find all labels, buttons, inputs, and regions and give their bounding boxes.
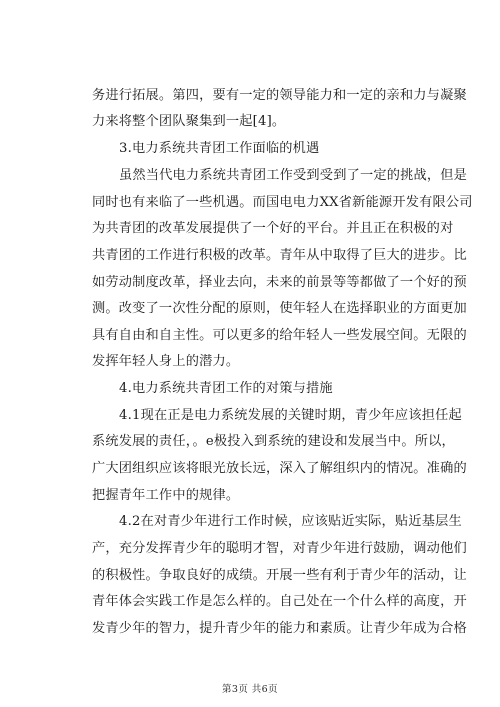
text-line: 4.1现在正是电力系统发展的关键时期，青少年应该担任起 — [119, 408, 462, 423]
text-line: 如劳动制度改革，择业去向，未来的前景等等都做了一个好的预 — [92, 275, 467, 290]
section-heading: 3.电力系统共青团工作面临的机遇 — [119, 141, 320, 156]
section-heading: 4.电力系统共青团工作的对策与措施 — [119, 381, 333, 396]
text-line: 青年体会实践工作是怎么样的。自己处在一个什么样的高度，开 — [92, 594, 467, 609]
page-footer: 第3页 共6页 — [222, 684, 278, 695]
text-line: 务进行拓展。第四，要有一定的领导能力和一定的亲和力与凝聚 — [92, 88, 467, 103]
text-line: 测。改变了一次性分配的原则，使年轻人在选择职业的方面更加 — [92, 301, 467, 316]
text-line: 产，充分发挥青少年的聪明才智，对青少年进行鼓励，调动他们 — [92, 541, 467, 556]
text-line: 把握青年工作中的规律。 — [92, 488, 240, 503]
text-line: 发青少年的智力，提升青少年的能力和素质。让青少年成为合格 — [92, 621, 467, 636]
text-line: 发挥年轻人身上的潜力。 — [92, 354, 240, 369]
text-line: 力来将整个团队聚集到一起[4]。 — [92, 114, 286, 129]
text-line: 为共青团的改革发展提供了一个好的平台。并且正在积极的对 — [92, 221, 454, 236]
text-line: 系统发展的责任，。e极投入到系统的建设和发展当中。所以， — [92, 434, 455, 449]
text-line: 广大团组织应该将眼光放长远，深入了解组织内的情况。准确的 — [92, 461, 467, 476]
text-line: 具有自由和自主性。可以更多的给年轻人一些发展空间。无限的 — [92, 328, 467, 343]
text-line: 同时也有来临了一些机遇。而国电电力XX省新能源开发有限公司 — [92, 195, 473, 210]
text-line: 的积极性。争取良好的成绩。开展一些有利于青少年的活动，让 — [92, 568, 467, 583]
text-line: 虽然当代电力系统共青团工作受到受到了一定的挑战，但是 — [119, 168, 468, 183]
text-line: 共青团的工作进行积极的改革。青年从中取得了巨大的进步。比 — [92, 248, 467, 263]
text-line: 4.2在对青少年进行工作时候，应该贴近实际，贴近基层生 — [119, 514, 462, 529]
